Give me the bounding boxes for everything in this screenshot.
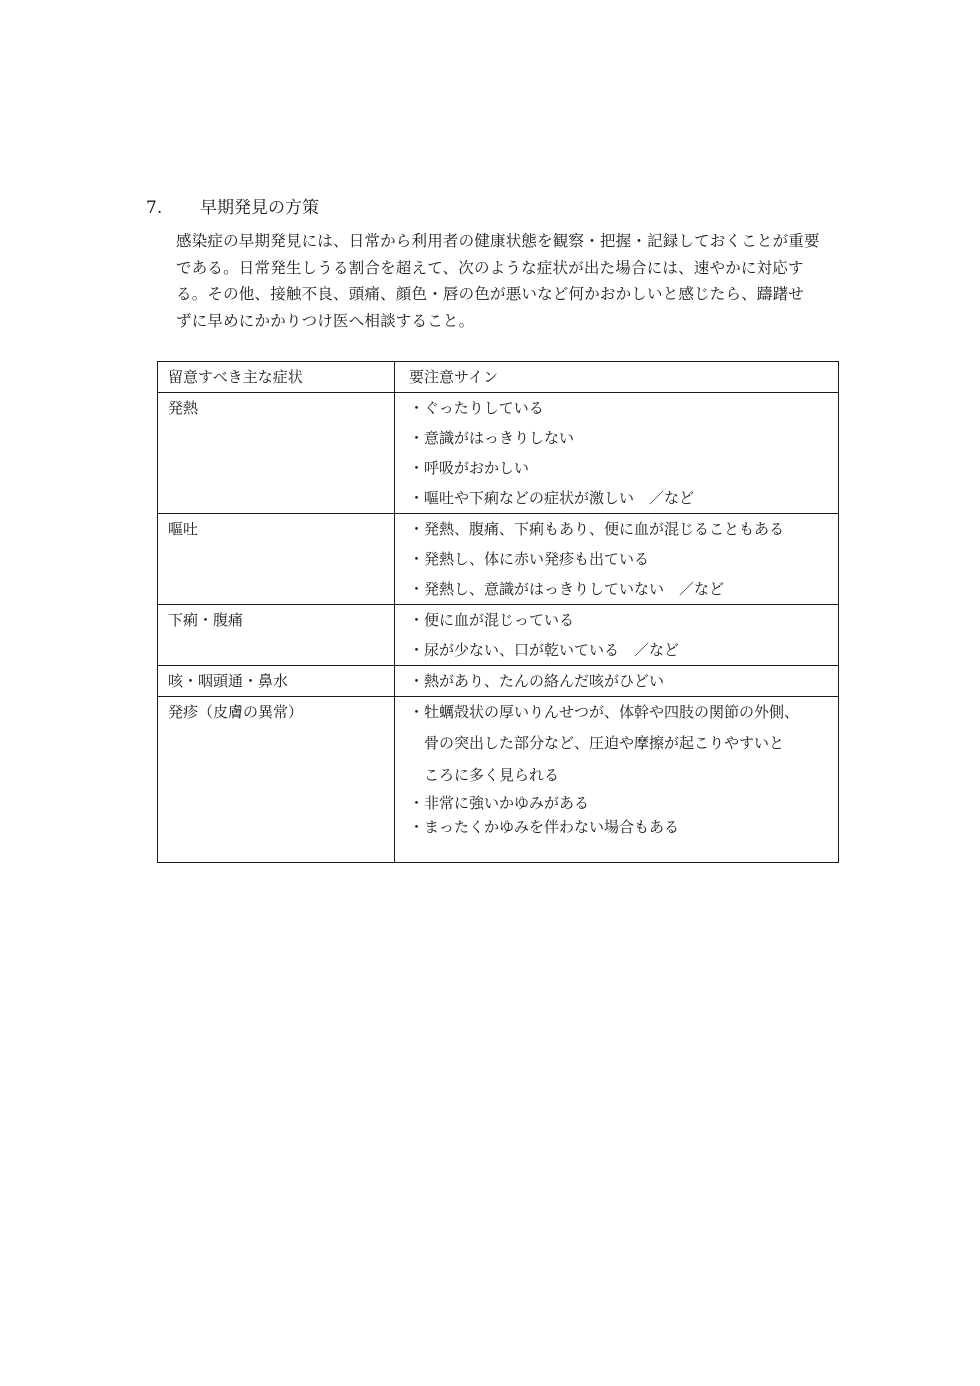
table-row	[158, 666, 839, 697]
sign-item: ・発熱し、意識がはっきりしていない ／など	[409, 580, 725, 598]
section-title: 早期発見の方策	[200, 198, 319, 218]
table-row	[158, 514, 839, 605]
header-sign: 要注意サイン	[395, 362, 839, 393]
sign-item: ・便に血が混じっている	[409, 611, 575, 629]
sign-item: ・牡蠣殻状の厚いりんせつが、体幹や四肢の関節の外側、	[409, 703, 800, 721]
sign-item: ・呼吸がおかしい	[409, 459, 530, 477]
symptom-cell: 咳・咽頭通・鼻水	[168, 672, 289, 690]
sign-item-continuation: 骨の突出した部分など、圧迫や摩擦が起こりやすいと	[424, 734, 785, 752]
intro-paragraph	[176, 228, 866, 334]
sign-item: ・尿が少ない、口が乾いている ／など	[409, 641, 680, 659]
table-row	[158, 393, 839, 514]
symptom-cell: 発疹（皮膚の異常）	[168, 703, 304, 721]
paragraph-line: 感染症の早期発見には、日常から利用者の健康状態を観察・把握・記録しておくことが重要	[176, 232, 820, 250]
table-header-row	[158, 362, 839, 393]
sign-item: ・非常に強いかゆみがある	[409, 794, 590, 812]
symptom-sign-table	[157, 361, 839, 863]
section-heading	[146, 196, 319, 220]
table-row	[158, 697, 839, 863]
symptom-cell: 下痢・腹痛	[168, 611, 244, 629]
sign-item: ・意識がはっきりしない	[409, 429, 575, 447]
sign-item-continuation: ころに多く見られる	[424, 766, 560, 784]
symptom-cell: 嘔吐	[168, 520, 199, 538]
paragraph-line: る。その他、接触不良、頭痛、顔色・唇の色が悪いなど何かおかしいと感じたら、躊躇せ	[176, 285, 805, 303]
symptom-cell: 発熱	[168, 399, 199, 417]
sign-item: ・熱があり、たんの絡んだ咳がひどい	[409, 672, 665, 690]
sign-item: ・まったくかゆみを伴わない場合もある	[409, 818, 680, 836]
header-symptom: 留意すべき主な症状	[158, 362, 395, 393]
sign-item: ・発熱し、体に赤い発疹も出ている	[409, 550, 650, 568]
paragraph-line: ずに早めにかかりつけ医へ相談すること。	[176, 311, 475, 330]
paragraph-line: である。日常発生しうる割合を超えて、次のような症状が出た場合には、速やかに対応す	[176, 258, 804, 277]
table-row	[158, 605, 839, 666]
sign-item: ・嘔吐や下痢などの症状が激しい ／など	[409, 489, 695, 507]
section-number: 7.	[146, 198, 163, 218]
sign-item: ・発熱、腹痛、下痢もあり、便に血が混じることもある	[409, 520, 785, 538]
sign-item: ・ぐったりしている	[409, 399, 544, 417]
